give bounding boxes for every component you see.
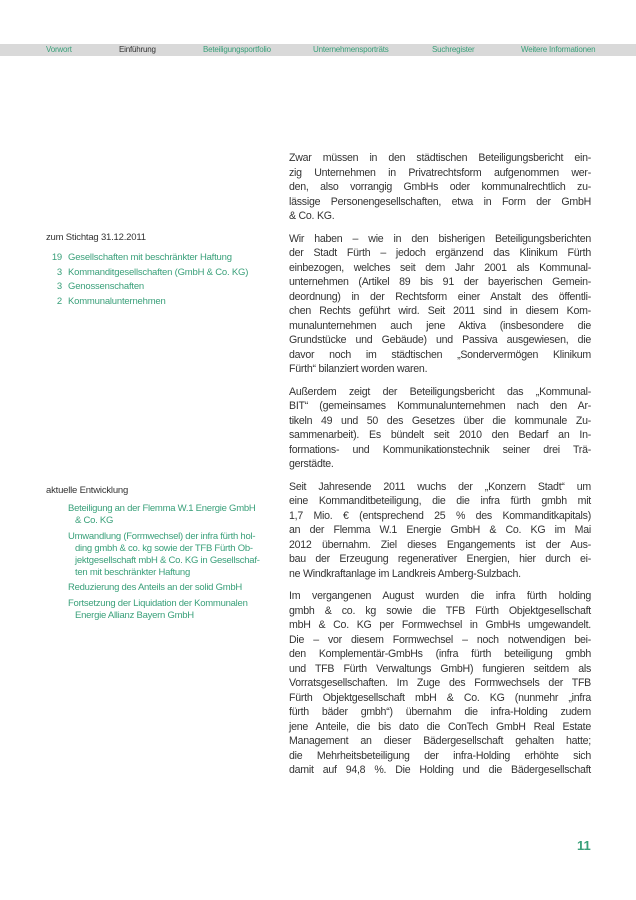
development-item [68, 582, 258, 594]
count-label: Gesellschaften mit beschränkter Haftung [68, 252, 232, 263]
text-line: Vorratsgesellschaften. Im Zuge des Formwechsels der TFB [289, 677, 591, 689]
text-line: Fürth Objektgesellschaft mbH & Co. KG (nunmehr „infra [289, 691, 591, 704]
development-line: ten mit beschränkter Haftung [75, 566, 190, 578]
development-line: ding gmbh & co. kg sowie der TFB Fürth Ob- [75, 542, 253, 554]
text-line: gerstädte. [289, 458, 334, 470]
text-line: einbezogen, welches seit dem Jahr 2001 als Kommunal- [289, 261, 591, 274]
development-line: Reduzierung des Anteils an der solid GmbH [68, 582, 243, 593]
text-line: unternehmen (Artikel 89 bis 91 der bayerischen Gemein- [289, 276, 591, 288]
text-line: 1,7 Mio. € (entsprechend 25 % des Kommanditkapitals) [289, 509, 591, 522]
text-line: damit auf 94,8 %. Die Holding und die Bädergesellschaft [289, 764, 591, 776]
text-line: Außerdem zeigt der Beteiligungsbericht das „Kommunal- [289, 385, 591, 398]
text-line: fürth bäder gmbh“) übernahm die infra-Holding zudem [289, 706, 591, 718]
text-line: Fürth“ bilanziert worden waren. [289, 363, 428, 375]
development-line: Beteiligung an der Flemma W.1 Energie GmbH [68, 503, 256, 514]
text-line: die Mehrheitsbeteiligung der infra-Holding erhöhte sich [289, 749, 591, 762]
text-line: davor noch im städtischen „Sondervermögen Klinikum [289, 348, 591, 361]
text-line: BIT“ (gemeinsames Kommunalunternehmen nach den Ar- [289, 400, 591, 412]
text-line: den, also vorrangig GmbHs oder kommunalrechtlich zu- [289, 181, 591, 193]
company-count-row [46, 251, 248, 266]
nav-item-weitere-informationen[interactable]: Weitere Informationen [521, 45, 596, 54]
count-number: 3 [56, 281, 62, 292]
company-count-row [46, 280, 248, 295]
text-line: deordnung) in der Rechtsform einer Anstalt des öffentli- [289, 290, 591, 303]
text-line: 2012 übernahm. Ziel dieses Engangements ist der Aus- [289, 538, 591, 551]
count-label: Kommanditgesellschaften (GmbH & Co. KG) [68, 266, 249, 278]
text-line: Die – vor diesem Formwechsel – noch notwendigen bei- [289, 633, 591, 646]
count-label: Genossenschaften [68, 281, 145, 292]
development-item [68, 531, 258, 579]
body-text [289, 151, 591, 786]
text-line: chen Rechts geführt wird. Seit 2011 sind in diesem Kom- [289, 305, 591, 317]
company-count-list [46, 251, 248, 309]
nav-item-beteiligungsportfolio[interactable]: Beteiligungsportfolio [203, 45, 271, 54]
text-line: ne Windkraftanlage im Landkreis Amberg-Sulzbach. [289, 567, 521, 580]
paragraph [289, 480, 591, 582]
stichtag-heading: zum Stichtag 31.12.2011 [46, 232, 146, 243]
count-label: Kommunalunternehmen [68, 295, 166, 307]
development-line: & Co. KG [75, 515, 114, 526]
section-navigation-bar [0, 44, 636, 56]
page-number: 11 [577, 838, 591, 853]
text-line: eine Kommanditbeteiligung, die die infra fürth gmbh mit [289, 495, 591, 507]
text-line: lässige Personengesellschaften, etwa in Form der GmbH [289, 195, 591, 208]
development-line: jektgesellschaft mbH & Co. KG in Gesellschaf- [75, 554, 260, 566]
text-line: gmbh & co. kg sowie die TFB Fürth Objektgesellschaft [289, 604, 591, 617]
nav-item-vorwort[interactable]: Vorwort [46, 45, 72, 54]
development-heading: aktuelle Entwicklung [46, 485, 129, 496]
company-count-row [46, 266, 248, 281]
paragraph [289, 385, 591, 472]
text-line: Grundstücke und Gebäude) und Passiva ausgewiesen, die [289, 334, 591, 346]
text-line: Management an dieser Bädergesellschaft gehalten hatte; [289, 735, 591, 747]
development-list [68, 503, 258, 625]
text-line: der Stadt Fürth – jedoch ergänzend das Klinikum Fürth [289, 247, 591, 259]
company-count-row [46, 295, 248, 310]
development-item [68, 598, 258, 622]
paragraph [289, 151, 591, 224]
text-line: Wir haben – wie in den bisherigen Beteiligungsberichten [289, 232, 591, 245]
text-line: Zwar müssen in den städtischen Beteiligungsbericht ein- [289, 152, 591, 164]
text-line: und TFB Fürth Verwaltungs GmbH) fungieren seitdem als [289, 662, 591, 675]
text-line: munalunternehmen auch jene Aktiva (insbesondere die [289, 319, 591, 332]
development-line: Umwandlung (Formwechsel) der infra fürth hol- [68, 530, 256, 542]
text-line: sammenarbeit). Es bündelt seit 2010 den Bedarf an In- [289, 429, 591, 441]
development-item [68, 503, 258, 527]
count-number: 19 [51, 252, 62, 263]
nav-item-suchregister[interactable]: Suchregister [432, 45, 475, 54]
text-line: mbH & Co. KG per Formwechsel in GmbHs umgewandelt. [289, 619, 591, 631]
count-number: 2 [56, 295, 62, 307]
text-line: bau der Erzeugung regenerativer Energien, hier durch ei- [289, 553, 591, 565]
development-line: Fortsetzung der Liquidation der Kommunalen [68, 597, 248, 609]
text-line: Im vergangenen August wurden die infra fürth holding [289, 590, 591, 602]
nav-item-unternehmensporträts[interactable]: Unternehmensporträts [313, 45, 389, 54]
text-line: formations- und Kommunikationstechnik seiner drei Trä- [289, 443, 591, 456]
text-line: tikeln 49 und 50 des Gesetzes über die kommunale Zu- [289, 414, 591, 427]
paragraph [289, 232, 591, 377]
paragraph [289, 589, 591, 778]
text-line: & Co. KG. [289, 210, 335, 222]
text-line: Seit Jahresende 2011 wuchs der „Konzern Stadt“ um [289, 480, 591, 493]
development-line: Energie Allianz Bayern GmbH [75, 609, 194, 621]
text-line: den Komplementär-GmbHs (infra fürth beteiligung gmbh [289, 648, 591, 660]
text-line: zig Unternehmen in Privatrechtsform aufgenommen wer- [289, 166, 591, 179]
nav-item-einführung[interactable]: Einführung [119, 45, 156, 54]
text-line: jene Anteile, die bis dato die ConTech GmbH Real Estate [289, 720, 591, 733]
text-line: an der Flemma W.1 Energie GmbH & Co. KG im Mai [289, 524, 591, 536]
count-number: 3 [56, 266, 62, 278]
